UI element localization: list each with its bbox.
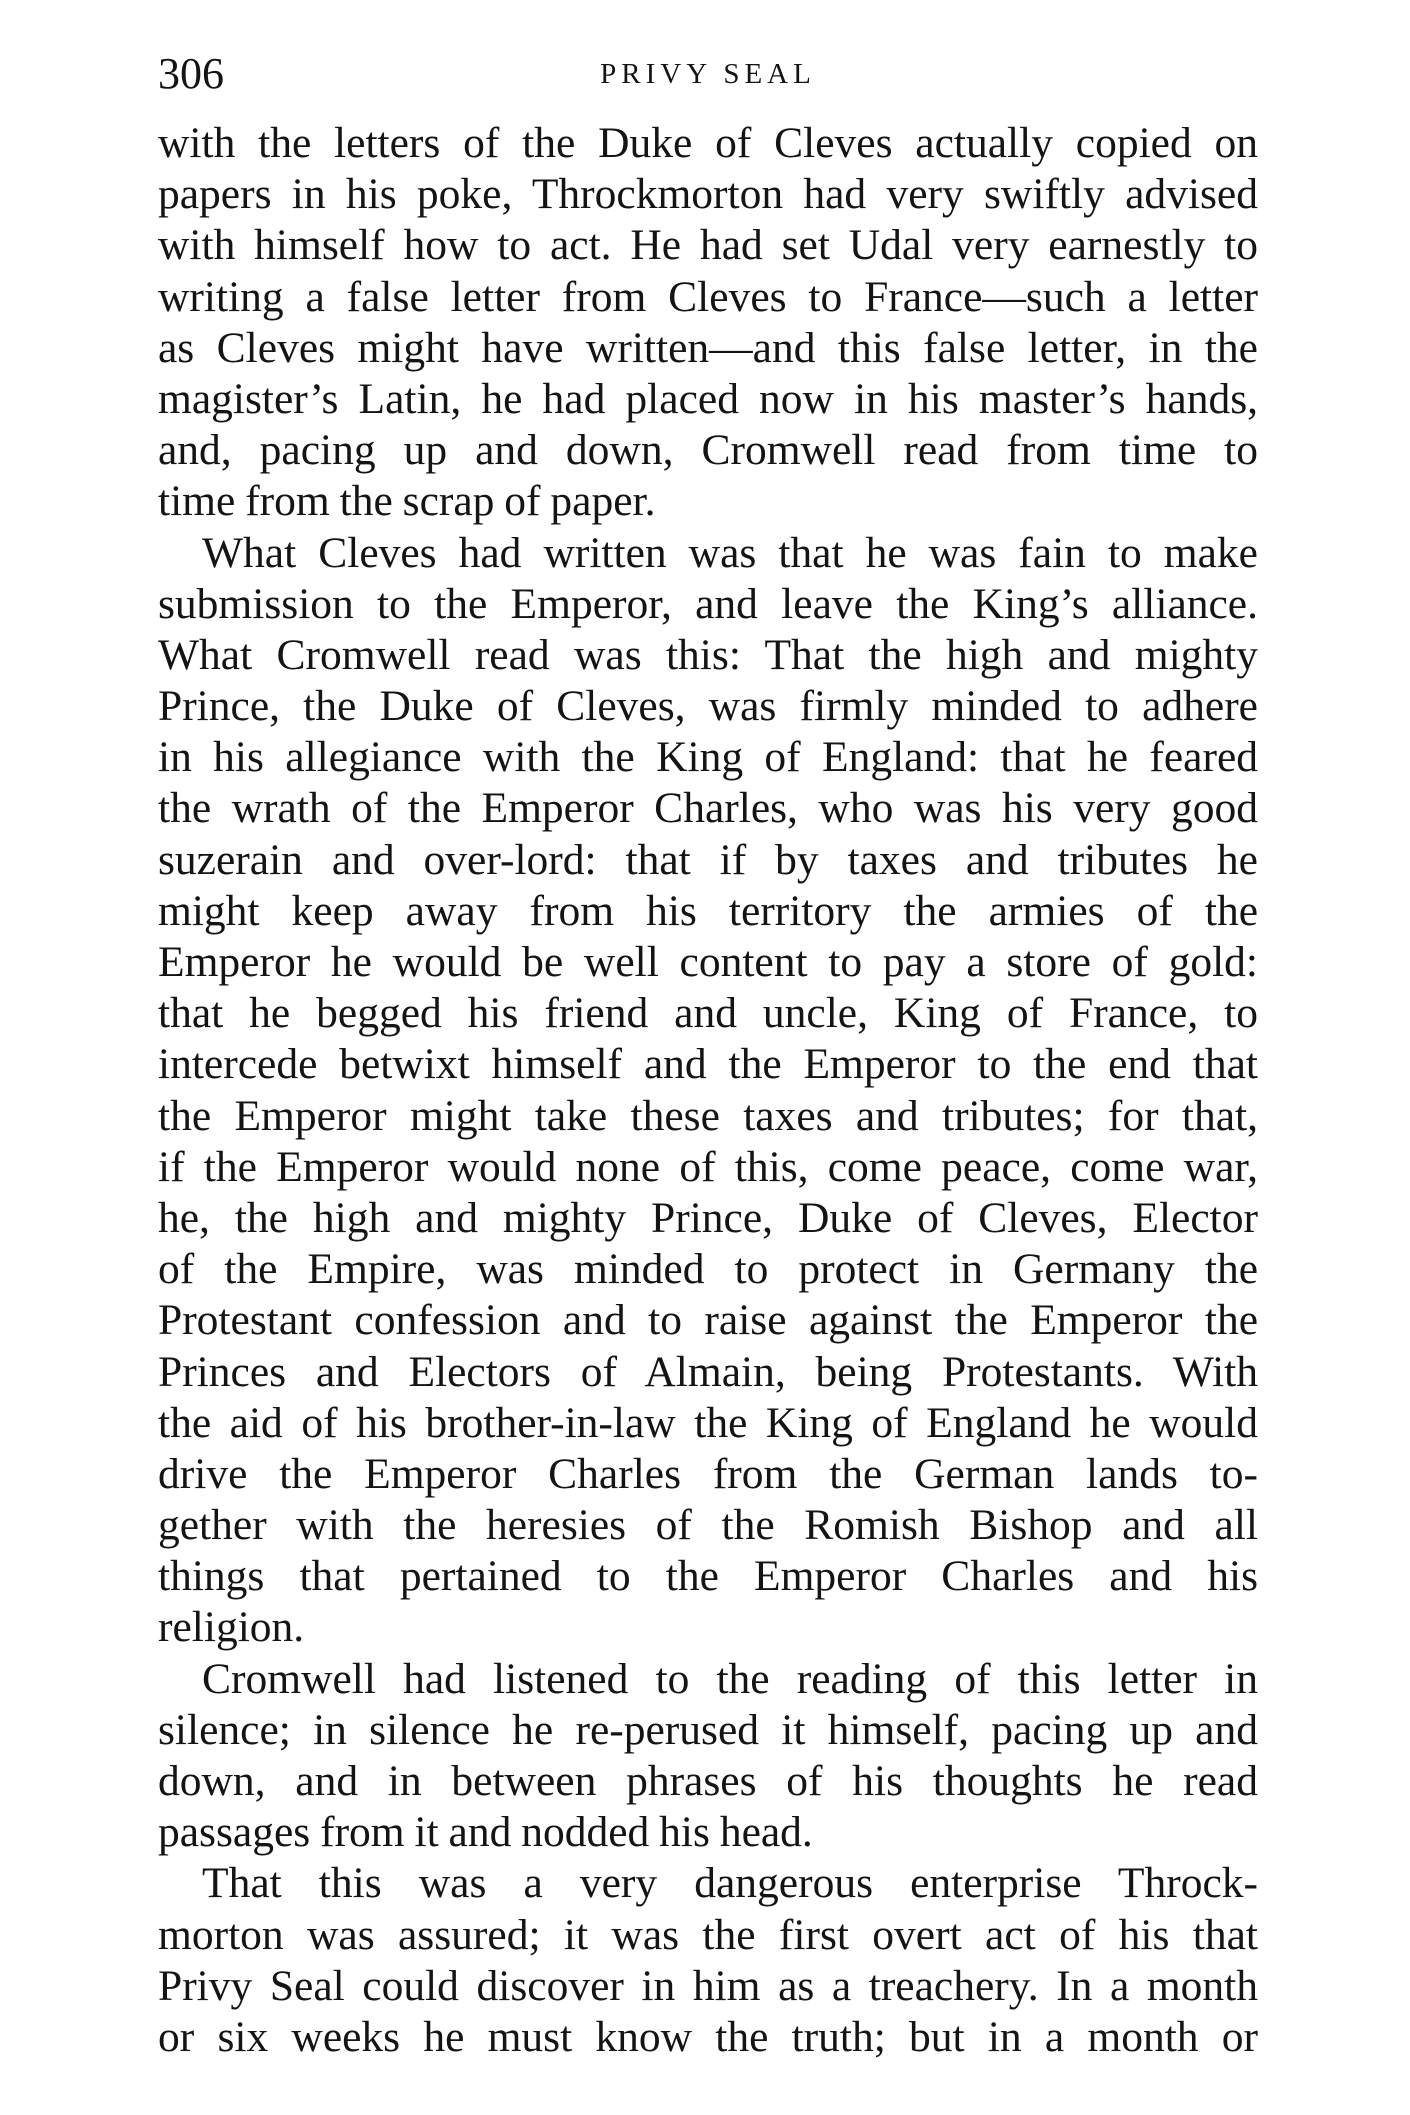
text-line: Princes and Electors of Almain, being Protestants. With (158, 1347, 1258, 1396)
text-line: That this was a very dangerous enterprise Throck- (202, 1859, 1258, 1908)
text-line: What Cromwell read was this: That the high and mighty (158, 630, 1258, 679)
text-line: writing a false letter from Cleves to France—such a letter (158, 272, 1258, 321)
text-line: down, and in between phrases of his thoughts he read (158, 1757, 1258, 1805)
text-line: with himself how to act. He had set Udal very earnestly to (158, 221, 1258, 270)
text-line: and, pacing up and down, Cromwell read from time to (158, 426, 1258, 475)
text-line: in his allegiance with the King of England: that he feared (158, 733, 1258, 782)
text-line: time from the scrap of paper. (158, 477, 656, 526)
text-line: drive the Emperor Charles from the German lands to- (158, 1449, 1258, 1498)
body-text (158, 118, 1258, 2063)
text-line: if the Emperor would none of this, come peace, come war, (158, 1142, 1258, 1191)
text-line: silence; in silence he re-perused it himself, pacing up and (158, 1705, 1258, 1754)
page-number: 306 (158, 49, 224, 98)
text-line: gether with the heresies of the Romish Bishop and all (158, 1501, 1258, 1550)
text-line: of the Empire, was minded to protect in Germany the (158, 1245, 1258, 1294)
text-line: Privy Seal could discover in him as a treachery. In a month (158, 1961, 1258, 2010)
text-line: What Cleves had written was that he was fain to make (202, 528, 1258, 577)
text-line: as Cleves might have written—and this false letter, in the (158, 323, 1258, 372)
text-line: religion. (158, 1603, 305, 1652)
text-line: things that pertained to the Emperor Charles and his (158, 1552, 1258, 1601)
text-line: intercede betwixt himself and the Emperor to the end that (158, 1040, 1258, 1089)
text-line: Cromwell had listened to the reading of this letter in (202, 1654, 1258, 1703)
text-line: or six weeks he must know the truth; but in a month or (158, 2012, 1258, 2061)
text-line: submission to the Emperor, and leave the King’s alliance. (158, 579, 1258, 628)
text-line: the aid of his brother-in-law the King of England he would (158, 1398, 1258, 1447)
text-line: Protestant confession and to raise against the Emperor the (158, 1296, 1258, 1345)
running-head (158, 44, 1258, 104)
text-line: might keep away from his territory the armies of the (158, 886, 1258, 935)
running-title: PRIVY SEAL (600, 58, 816, 90)
text-line: Emperor he would be well content to pay a store of gold: (158, 938, 1258, 986)
text-line: passages from it and nodded his head. (158, 1808, 813, 1857)
text-line: with the letters of the Duke of Cleves actually copied on (158, 119, 1258, 167)
text-line: the Emperor might take these taxes and tributes; for that, (158, 1091, 1258, 1140)
text-line: magister’s Latin, he had placed now in his master’s hands, (158, 374, 1258, 423)
text-line: that he begged his friend and uncle, King of France, to (158, 989, 1258, 1038)
text-line: morton was assured; it was the first overt act of his that (158, 1910, 1258, 1959)
text-line: he, the high and mighty Prince, Duke of Cleves, Elector (158, 1193, 1258, 1242)
text-line: suzerain and over-lord: that if by taxes and tributes he (158, 835, 1258, 884)
text-line: papers in his poke, Throckmorton had very swiftly advised (158, 170, 1258, 219)
text-line: the wrath of the Emperor Charles, who was his very good (158, 784, 1258, 833)
text-line: Prince, the Duke of Cleves, was firmly minded to adhere (158, 682, 1258, 731)
